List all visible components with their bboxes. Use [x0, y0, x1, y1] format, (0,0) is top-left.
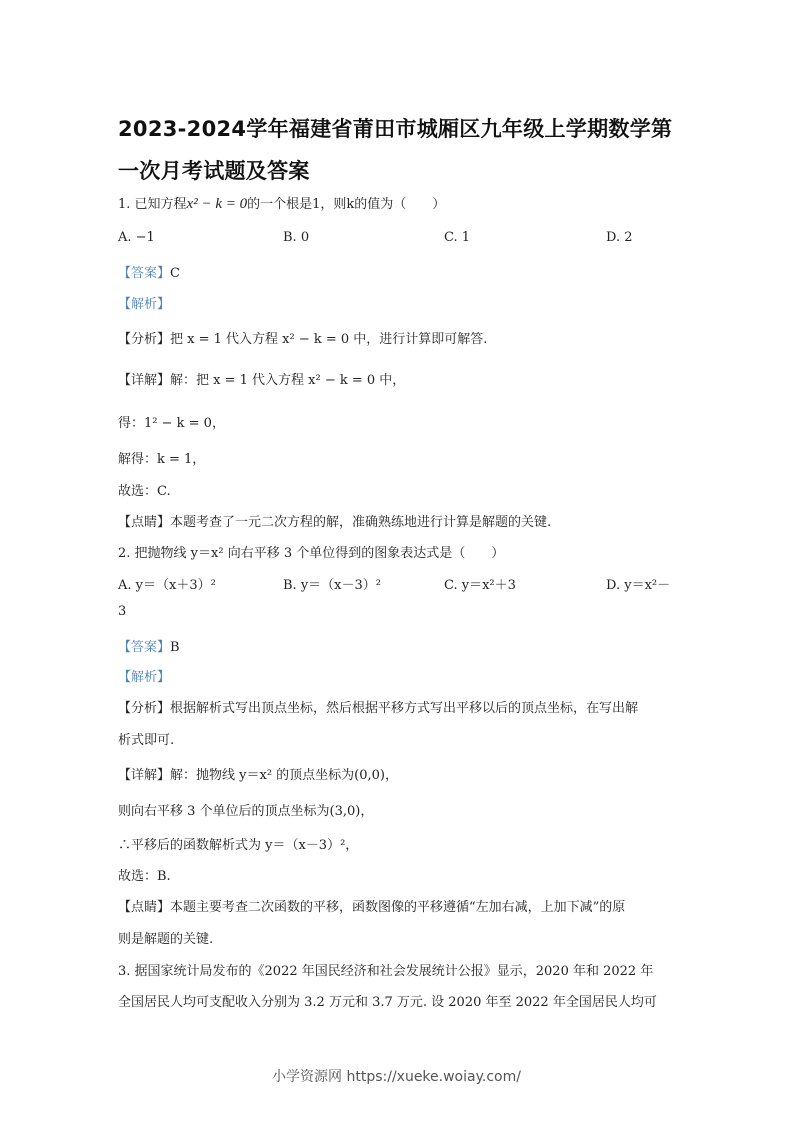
fenxi-label: 【分析】	[118, 701, 171, 716]
q1-stem-suffix: 的一个根是1，则k的值为（ ）	[247, 197, 446, 212]
xiangjie-label: 【详解】	[118, 768, 171, 783]
q1-stem	[118, 193, 445, 213]
q1-option-a: A. −1	[118, 230, 155, 245]
q3-stem-line1: 3. 据国家统计局发布的《2022 年国民经济和社会发展统计公报》显示，2020 年和 2022 年	[118, 964, 654, 979]
q2-step1: 则向右平移 3 个单位后的顶点坐标为(3,0)，	[118, 804, 374, 819]
q2-fenxi-text: 根据解析式写出顶点坐标，然后根据平移方式写出平移以后的顶点坐标，在写出解	[170, 701, 639, 716]
q1-answer	[118, 262, 180, 281]
q2-option-c: C. y＝x²＋3	[444, 578, 516, 593]
q2-xiangjie-text: 解：抛物线 y＝x² 的顶点坐标为(0,0)，	[170, 768, 398, 783]
q2-option-d-wrap: 3	[118, 604, 127, 619]
answer-label: 【答案】	[118, 640, 171, 655]
q2-option-b: B. y＝（x－3）²	[283, 578, 381, 593]
q1-stem-prefix: 1. 已知方程	[118, 197, 187, 212]
xiangjie-label: 【详解】	[118, 373, 171, 388]
q2-option-d: D. y＝x²－	[606, 578, 671, 593]
q1-answer-value: C	[170, 266, 180, 281]
q1-step2: 解得：k = 1，	[118, 452, 206, 467]
q2-xiangjie	[118, 764, 398, 783]
q2-dianjing-cont: 则是解题的关键.	[118, 932, 214, 947]
q1-option-b: B. 0	[283, 230, 310, 245]
dianjing-label: 【点睛】	[118, 515, 171, 530]
q1-option-c: C. 1	[444, 230, 471, 245]
q1-dianjing-text: 本题考查了一元二次方程的解，准确熟练地进行计算是解题的关键.	[170, 515, 552, 530]
q3-stem-line2: 全国居民人均可支配收入分别为 3.2 万元和 3.7 万元. 设 2020 年至 2022 年全国居民人均可	[118, 995, 657, 1010]
q2-step3: 故选：B.	[118, 869, 171, 884]
answer-label: 【答案】	[118, 266, 171, 281]
footer-watermark: 小学资源网 https://xueke.woiay.com/	[272, 1069, 521, 1085]
page-title: 2023-2024学年福建省莆田市城厢区九年级上学期数学第一次月考试题及答案	[118, 117, 673, 183]
q1-analysis-label: 【解析】	[118, 297, 171, 312]
q1-fenxi	[118, 328, 487, 347]
q1-xiangjie	[118, 369, 405, 388]
q2-step2: ∴平移后的函数解析式为 y＝（x－3）²，	[118, 838, 359, 853]
fenxi-label: 【分析】	[118, 332, 171, 347]
q1-option-d: D. 2	[606, 230, 633, 245]
q2-fenxi	[118, 697, 638, 716]
dianjing-label: 【点睛】	[118, 900, 171, 915]
q2-analysis-label: 【解析】	[118, 670, 171, 685]
q2-dianjing-text: 本题主要考查二次函数的平移，函数图像的平移遵循“左加右减，上加下减”的原	[170, 900, 626, 915]
q1-xiangjie-text: 解：把 x = 1 代入方程 x² − k = 0 中，	[170, 373, 406, 388]
q1-equation: x² − k = 0	[186, 196, 248, 212]
q1-dianjing	[118, 511, 551, 530]
q2-answer-value: B	[170, 640, 180, 655]
q2-option-a: A. y＝（x＋3）²	[118, 578, 216, 593]
q1-fenxi-text: 把 x = 1 代入方程 x² − k = 0 中，进行计算即可解答.	[170, 332, 488, 347]
q2-stem: 2. 把抛物线 y＝x² 向右平移 3 个单位得到的图象表达式是（ ）	[118, 546, 505, 561]
q2-answer	[118, 636, 180, 655]
q1-step3: 故选：C.	[118, 484, 171, 499]
q1-step1: 得：1² − k = 0，	[118, 416, 225, 431]
q2-fenxi-cont: 析式即可.	[118, 733, 175, 748]
q2-dianjing	[118, 896, 625, 915]
